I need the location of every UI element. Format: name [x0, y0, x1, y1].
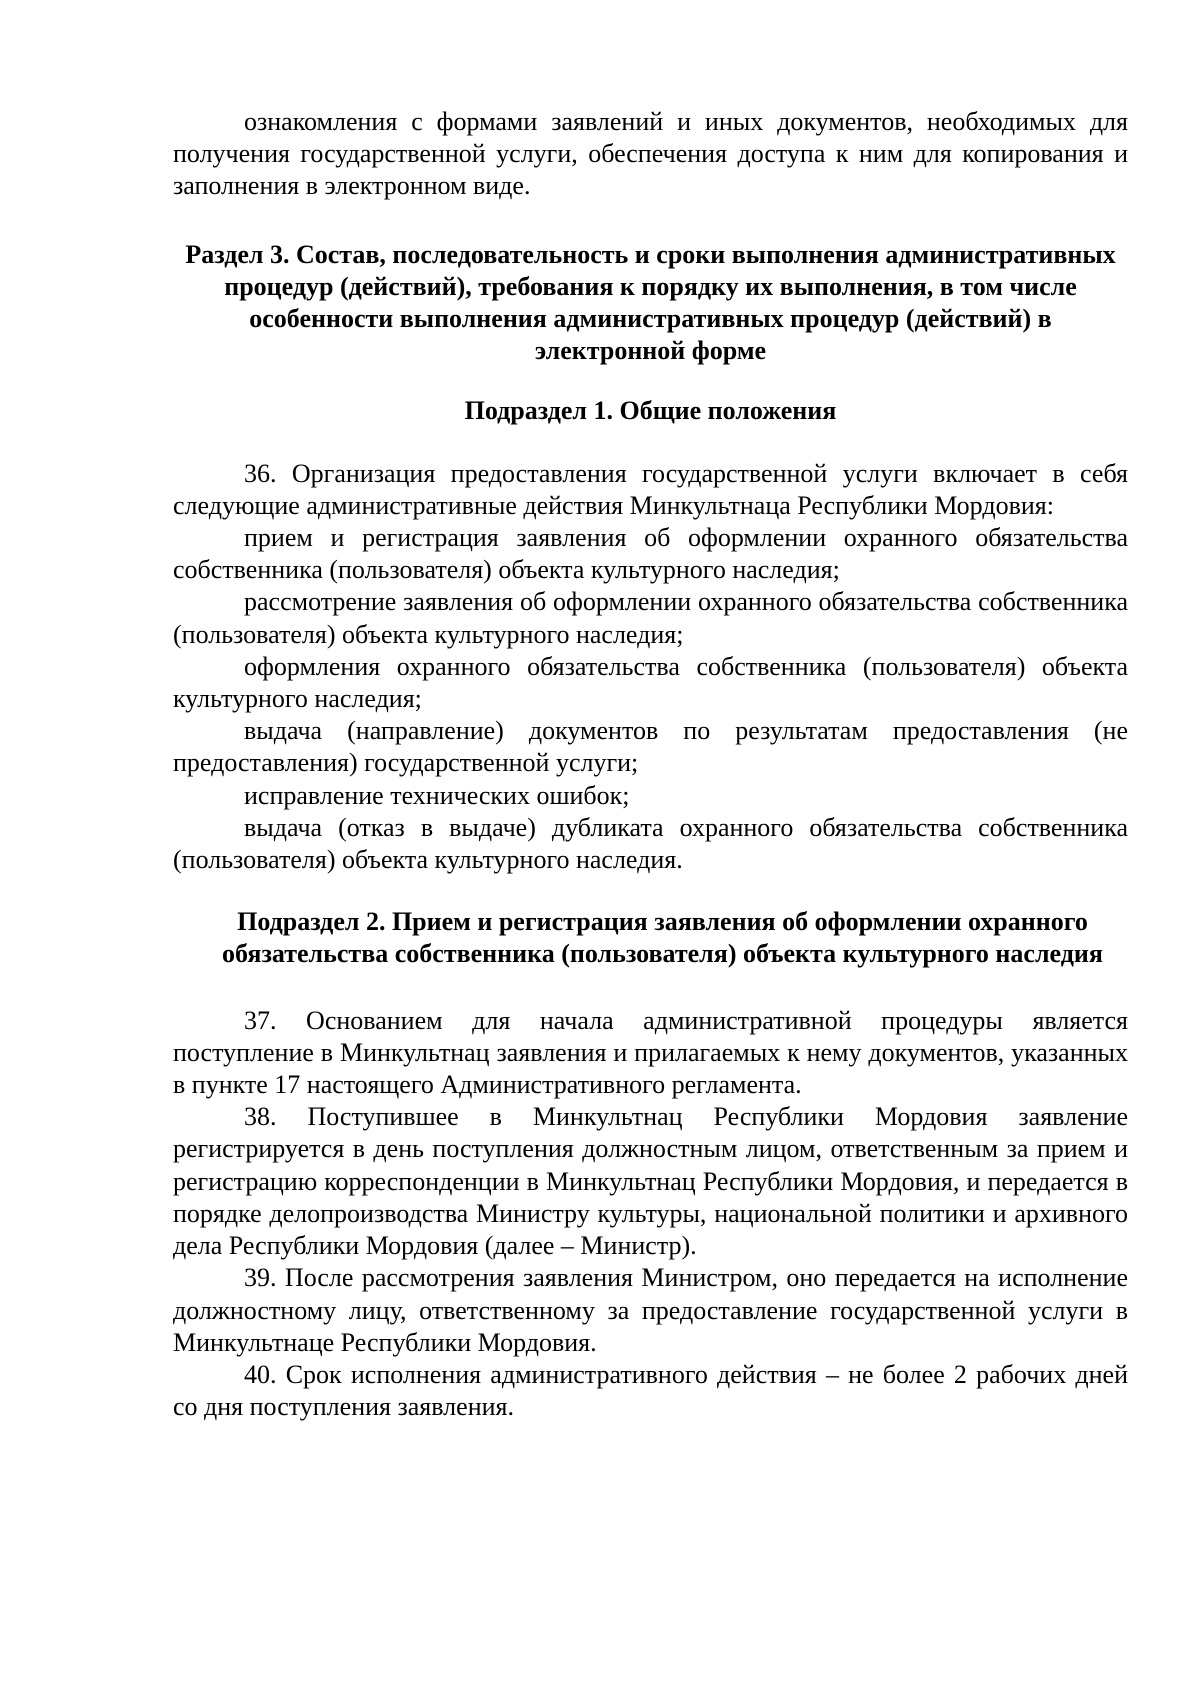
subsection-1-heading: Подраздел 1. Общие положения	[464, 396, 837, 426]
intro-paragraph: ознакомления с формами заявлений и иных документов, необходимых для получения государственной услуги, обеспечения доступа к ним для копирования и заполнения в электронном виде.	[173, 107, 1128, 201]
paragraph-38: 38. Поступившее в Минкультнац Республики Мордовия заявление регистрируется в день поступления должностным лицом, ответственным за прием и регистрацию корреспонденции в Минкультнац Республики Мордовия, и передается в порядке делопроизводства Министру культуры, национальной политики и архивного дела Республики Мордовия (далее – Министр).	[173, 1102, 1128, 1261]
paragraph-39: 39. После рассмотрения заявления Министром, оно передается на исполнение должностному лицу, ответственному за предоставление государственной услуги в Минкультнаце Республики Мордовия.	[173, 1263, 1128, 1357]
list-item: прием и регистрация заявления об оформлении охранного обязательства собственника (пользователя) объекта культурного наследия;	[173, 523, 1128, 585]
paragraph-36: 36. Организация предоставления государственной услуги включает в себя следующие административные действия Минкультнаца Республики Мордовия:	[173, 458, 1128, 520]
subsection-2-body	[173, 1005, 1128, 1424]
list-item: исправление технических ошибок;	[244, 780, 630, 810]
subsection-2-heading: Подраздел 2. Прием и регистрация заявления об оформлении охранного обязательства собственника (пользователя) объекта культурного наследия	[222, 907, 1103, 969]
list-item: рассмотрение заявления об оформлении охранного обязательства собственника (пользователя) объекта культурного наследия;	[173, 587, 1128, 649]
paragraph-37: 37. Основанием для начала административной процедуры является поступление в Минкультнац заявления и прилагаемых к нему документов, указанных в пункте 17 настоящего Административного регламента.	[173, 1005, 1128, 1100]
paragraph-40: 40. Срок исполнения административного действия – не более 2 рабочих дней со дня поступления заявления.	[173, 1359, 1128, 1422]
list-item: выдача (направление) документов по результатам предоставления (не предоставления) государственной услуги;	[173, 716, 1128, 778]
list-item: выдача (отказ в выдаче) дубликата охранного обязательства собственника (пользователя) объекта культурного наследия.	[173, 812, 1128, 875]
section-3-heading: Раздел 3. Состав, последовательность и сроки выполнения административных процедур (действий), требования к порядку их выполнения, в том числе особенности выполнения административных процедур (действий) в электронной форме	[185, 239, 1116, 366]
list-item: оформления охранного обязательства собственника (пользователя) объекта культурного наследия;	[173, 651, 1128, 714]
subsection-1-body	[173, 458, 1128, 877]
